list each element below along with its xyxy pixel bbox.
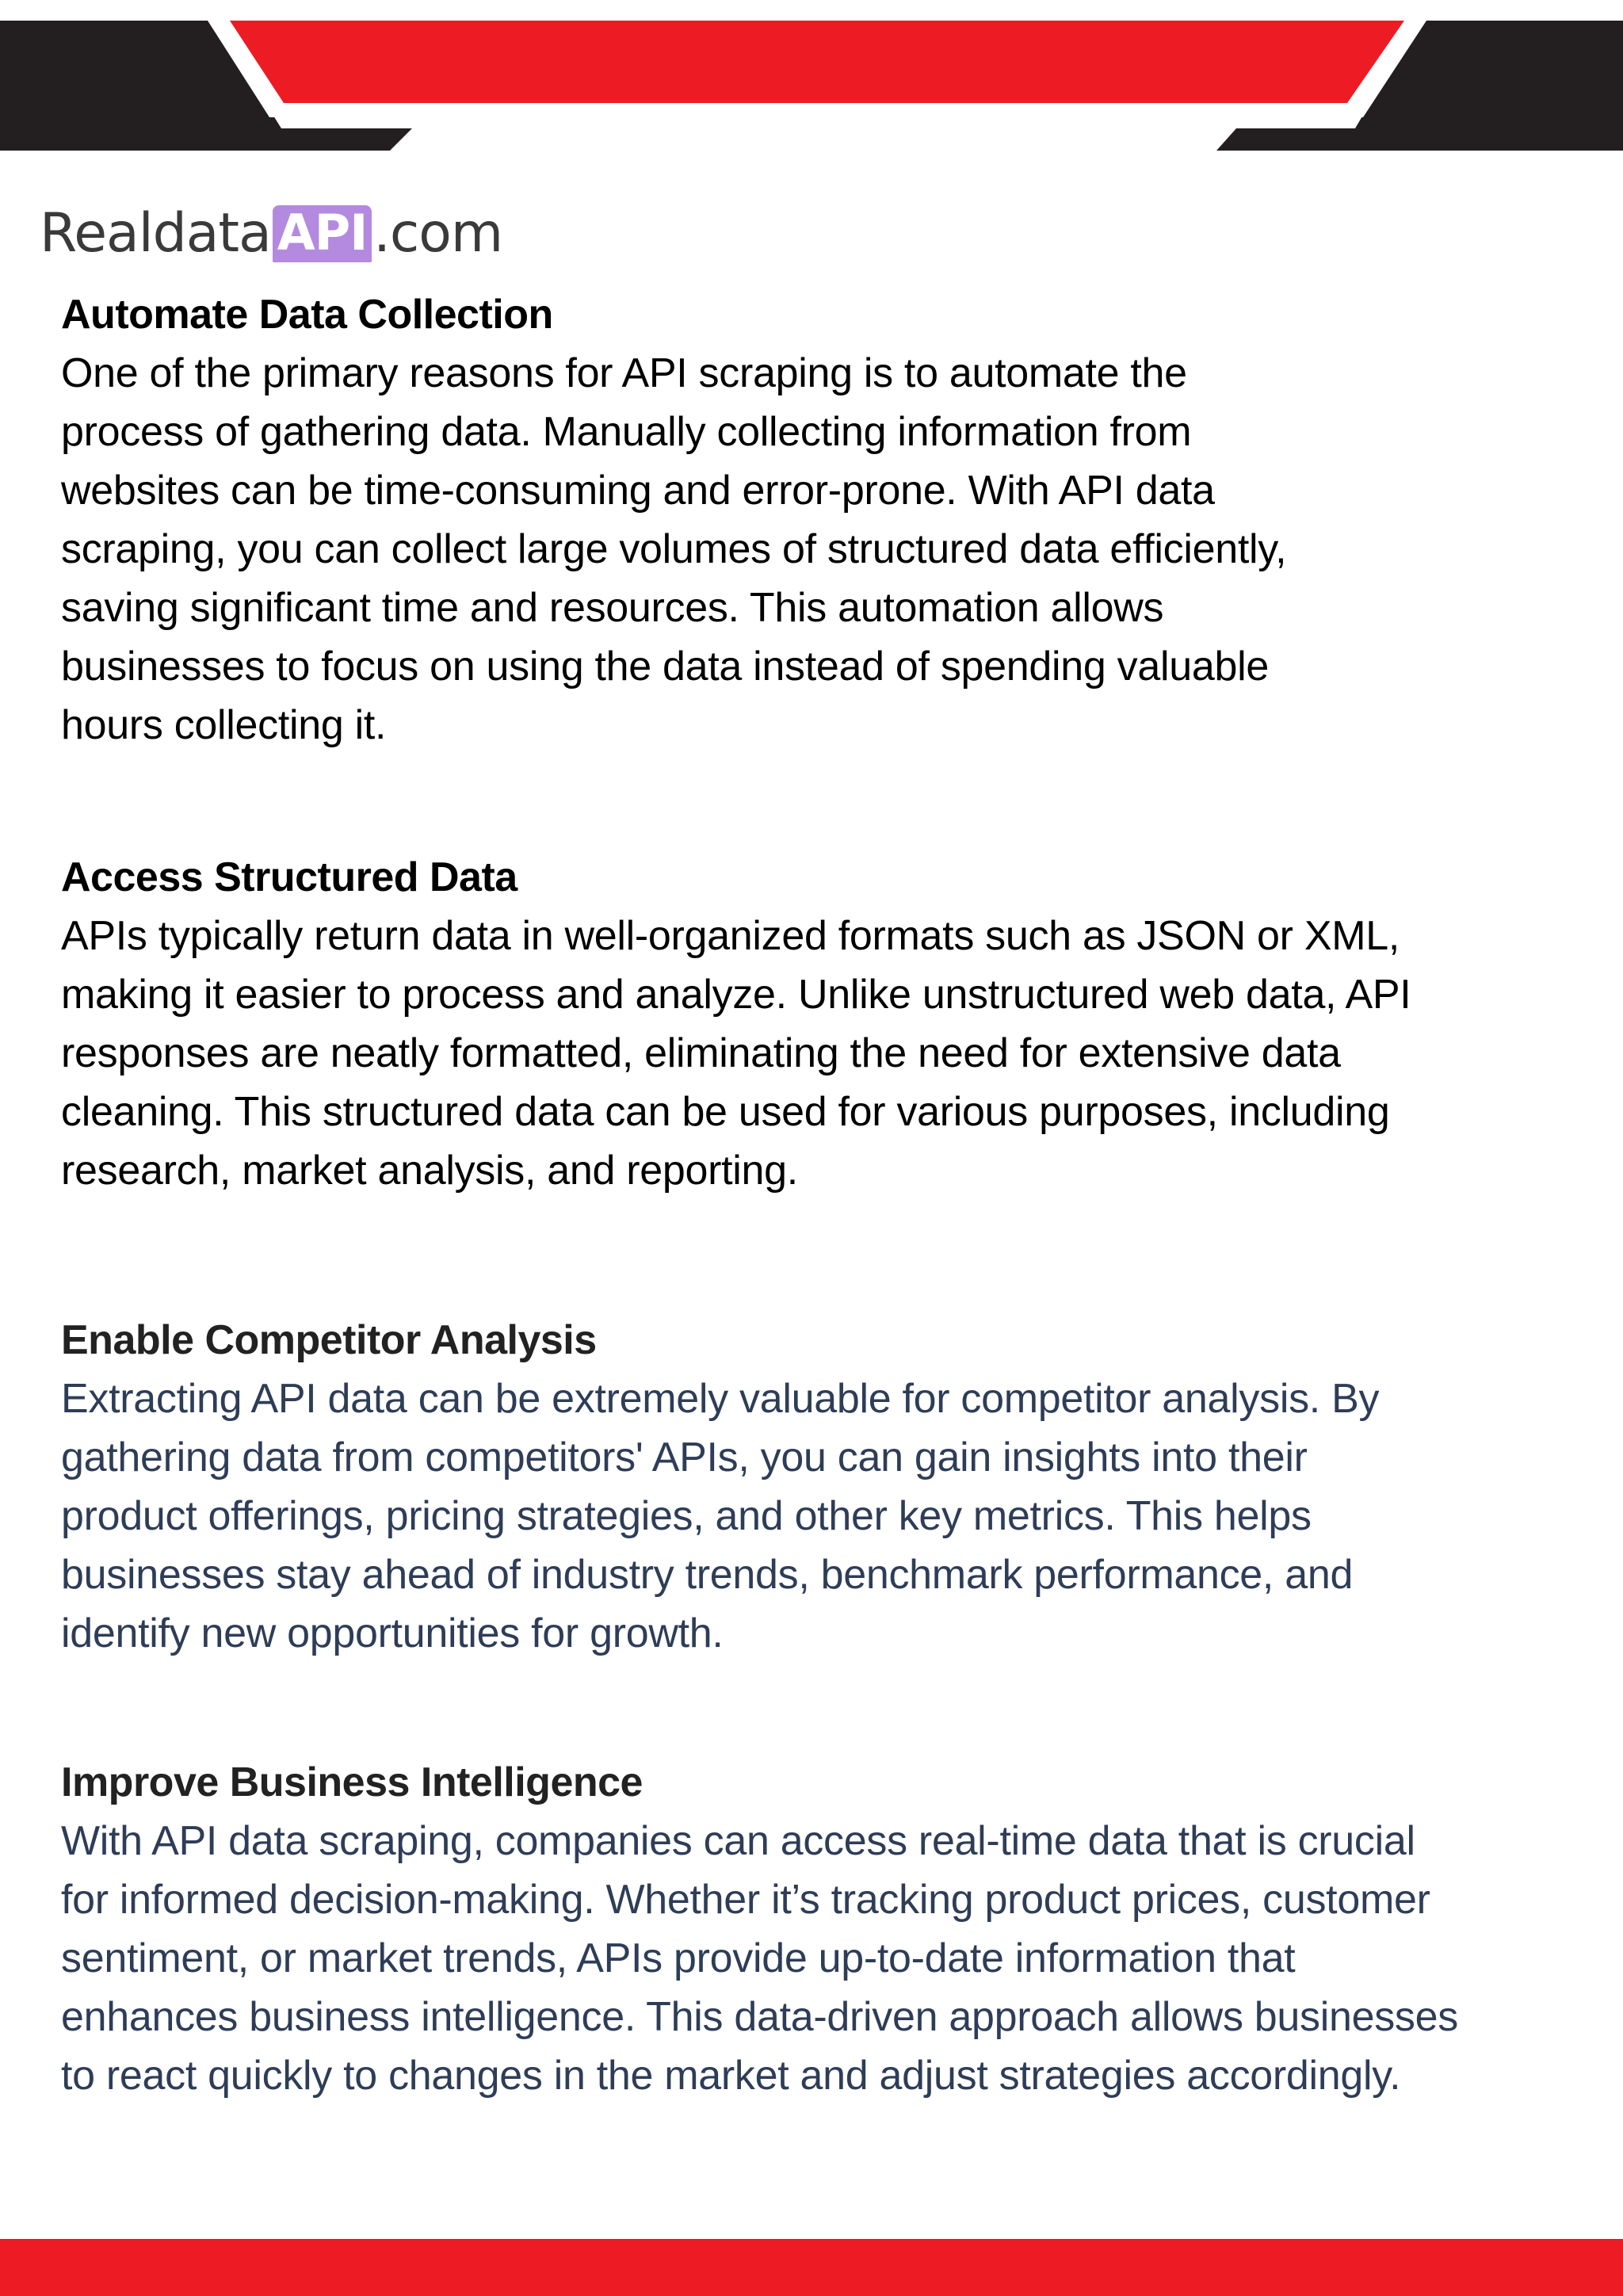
body-line: businesses stay ahead of industry trends, benchmark performance, and	[61, 1552, 1354, 1598]
section-title: Access Structured Data	[61, 854, 517, 900]
body-line: gathering data from competitors' APIs, you can gain insights into their	[61, 1435, 1308, 1480]
body-line: websites can be time-consuming and error-prone. With API data	[61, 468, 1215, 514]
article-content	[61, 285, 1614, 2105]
header-banner	[0, 0, 1623, 159]
footer-banner	[0, 2239, 1623, 2296]
body-line: APIs typically return data in well-organized formats such as JSON or XML,	[61, 913, 1400, 959]
logo-api-highlight: API	[273, 205, 372, 262]
section-body	[61, 1812, 1614, 2105]
logo-suffix: .com	[373, 202, 503, 265]
body-line: making it easier to process and analyze. Unlike unstructured web data, API	[61, 972, 1411, 1018]
section-improve-business-intelligence	[61, 1753, 1614, 2105]
body-line: With API data scraping, companies can access real-time data that is crucial	[61, 1818, 1415, 1864]
body-line: research, market analysis, and reporting.	[61, 1148, 798, 1194]
section-title: Enable Competitor Analysis	[61, 1317, 597, 1363]
body-line: process of gathering data. Manually collecting information from	[61, 409, 1192, 455]
body-line: cleaning. This structured data can be used for various purposes, including	[61, 1089, 1390, 1135]
body-line: Extracting API data can be extremely valuable for competitor analysis. By	[61, 1376, 1380, 1422]
body-line: product offerings, pricing strategies, and other key metrics. This helps	[61, 1493, 1312, 1539]
body-line: scraping, you can collect large volumes of structured data efficiently,	[61, 526, 1287, 572]
body-line: enhances business intelligence. This data-driven approach allows businesses	[61, 1994, 1458, 2040]
body-line: businesses to focus on using the data instead of spending valuable	[61, 644, 1269, 690]
body-line: identify new opportunities for growth.	[61, 1610, 724, 1656]
section-body	[61, 1370, 1614, 1663]
section-title: Automate Data Collection	[61, 292, 553, 338]
body-line: responses are neatly formatted, eliminating the need for extensive data	[61, 1030, 1341, 1076]
section-body	[61, 907, 1614, 1200]
brand-logo	[40, 198, 502, 269]
body-line: saving significant time and resources. This automation allows	[61, 585, 1164, 631]
body-line: hours collecting it.	[61, 702, 387, 748]
section-title: Improve Business Intelligence	[61, 1759, 643, 1805]
section-automate-data-collection	[61, 285, 1614, 755]
logo-prefix: Realdata	[40, 202, 271, 265]
section-enable-competitor-analysis	[61, 1311, 1614, 1663]
section-access-structured-data	[61, 848, 1614, 1200]
section-body	[61, 344, 1614, 755]
body-line: to react quickly to changes in the market and adjust strategies accordingly.	[61, 2053, 1401, 2099]
body-line: for informed decision-making. Whether it’s tracking product prices, customer	[61, 1877, 1430, 1923]
body-line: One of the primary reasons for API scraping is to automate the	[61, 350, 1187, 396]
body-line: sentiment, or market trends, APIs provide up-to-date information that	[61, 1935, 1296, 1981]
